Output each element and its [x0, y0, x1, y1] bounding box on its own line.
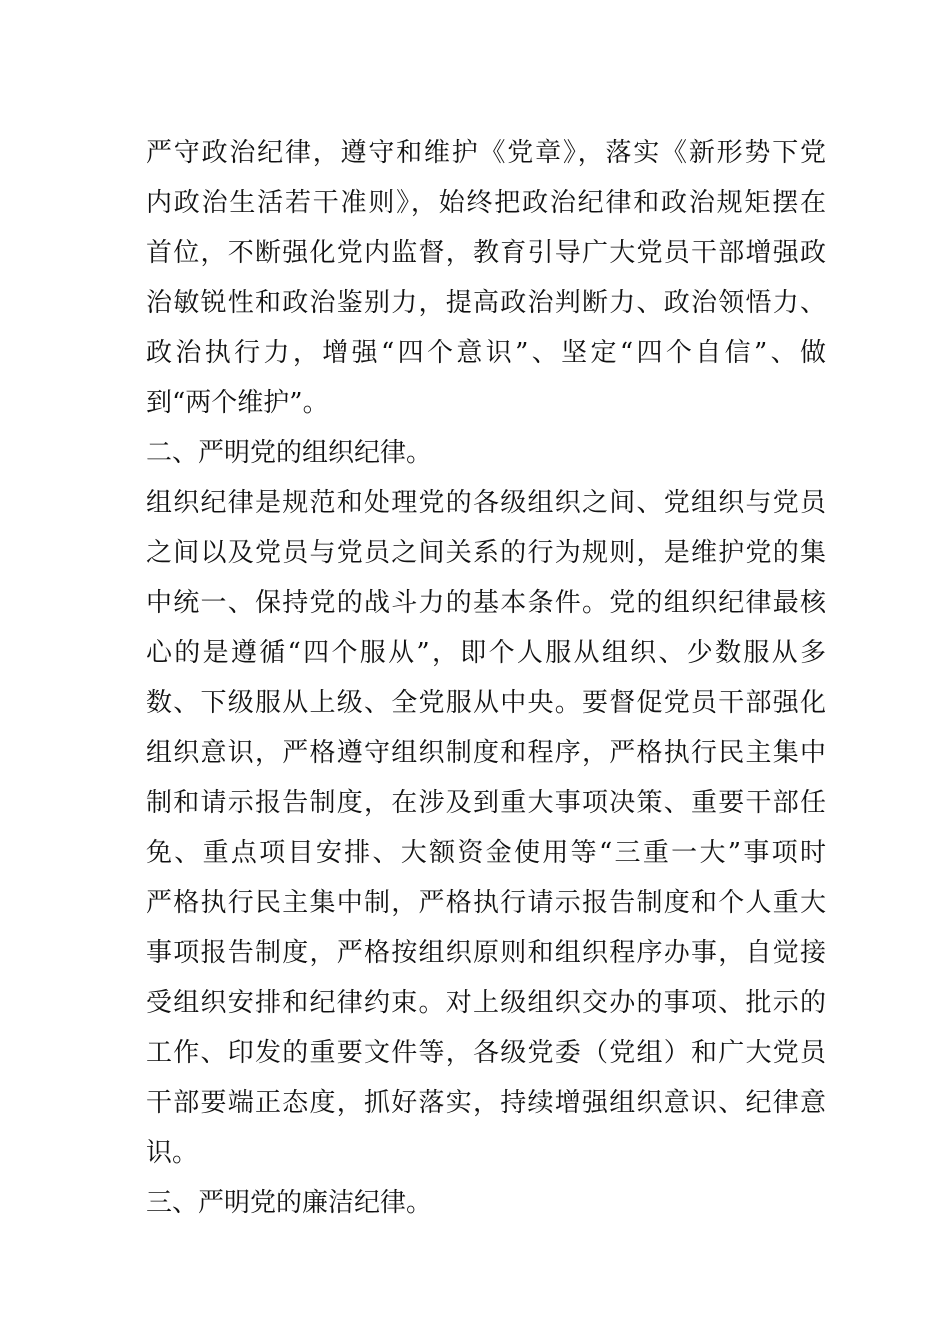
- text-line-3: 首位，不断强化党内监督，教育引导广大党员干部增强政: [146, 238, 826, 268]
- text-line-4: 治敏锐性和政治鉴别力，提高政治判断力、政治领悟力、: [146, 288, 826, 318]
- text-line-5: 政治执行力，增强“四个意识”、坚定“四个自信”、做: [146, 338, 826, 368]
- text-line-16: 严格执行民主集中制，严格执行请示报告制度和个人重大: [146, 888, 826, 918]
- section-heading-2: 二、严明党的组织纪律。: [146, 438, 433, 468]
- section-heading-3: 三、严明党的廉洁纪律。: [146, 1188, 433, 1218]
- text-line-8: 组织纪律是规范和处理党的各级组织之间、党组织与党员: [146, 488, 826, 518]
- text-line-19: 工作、印发的重要文件等，各级党委（党组）和广大党员: [146, 1038, 826, 1068]
- text-line-6: 到“两个维护”。: [146, 388, 329, 418]
- text-line-13: 组织意识，严格遵守组织制度和程序，严格执行民主集中: [146, 738, 826, 768]
- text-line-15: 免、重点项目安排、大额资金使用等“三重一大”事项时: [146, 838, 826, 868]
- text-line-18: 受组织安排和纪律约束。对上级组织交办的事项、批示的: [146, 988, 826, 1018]
- text-line-11: 心的是遵循“四个服从”，即个人服从组织、少数服从多: [146, 638, 826, 668]
- text-line-17: 事项报告制度，严格按组织原则和组织程序办事，自觉接: [146, 938, 826, 968]
- text-line-20: 干部要端正态度，抓好落实，持续增强组织意识、纪律意: [146, 1088, 826, 1118]
- text-line-21: 识。: [146, 1138, 199, 1168]
- text-line-14: 制和请示报告制度，在涉及到重大事项决策、重要干部任: [146, 788, 826, 818]
- text-line-12: 数、下级服从上级、全党服从中央。要督促党员干部强化: [146, 688, 826, 718]
- text-line-1: 严守政治纪律，遵守和维护《党章》，落实《新形势下党: [146, 138, 826, 168]
- text-line-10: 中统一、保持党的战斗力的基本条件。党的组织纪律最核: [146, 588, 826, 618]
- text-line-9: 之间以及党员与党员之间关系的行为规则，是维护党的集: [146, 538, 826, 568]
- text-line-2: 内政治生活若干准则》，始终把政治纪律和政治规矩摆在: [146, 188, 826, 218]
